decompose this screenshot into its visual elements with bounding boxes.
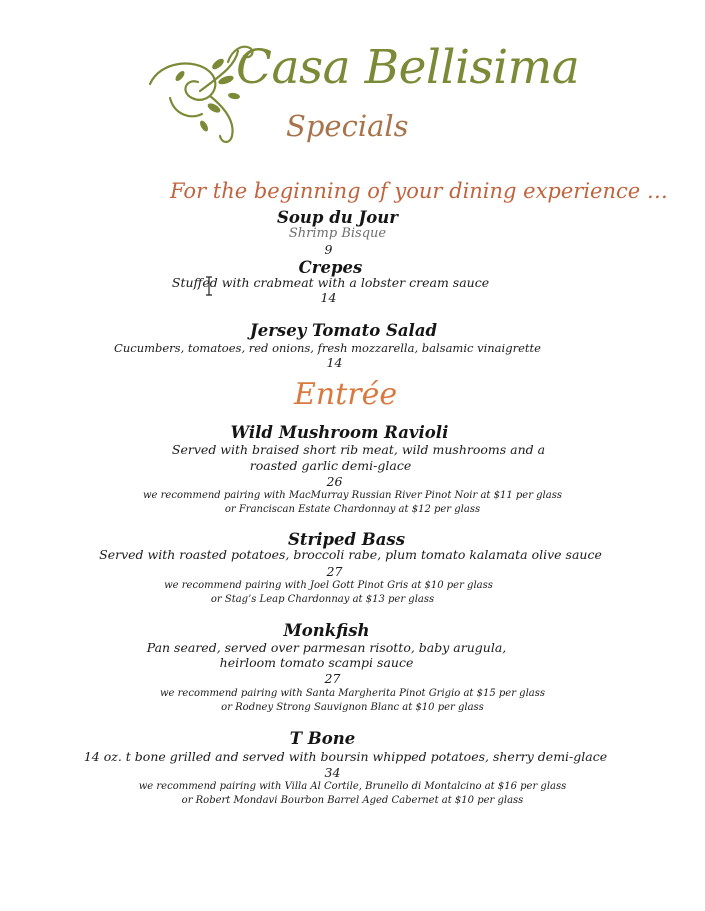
- bass-price: 27: [326, 564, 343, 579]
- tbone-desc: 14 oz. t bone grilled and served with boursin whipped potatoes, sherry demi-glace: [83, 749, 608, 764]
- crepes-price: 14: [320, 290, 337, 305]
- ravioli-desc-line2: roasted garlic demi-glace: [249, 458, 412, 473]
- entree-heading: Entrée: [294, 377, 398, 412]
- bass-name: Striped Bass: [287, 530, 406, 549]
- soup-price: 9: [324, 242, 333, 257]
- ravioli-desc-line1: Served with braised short rib meat, wild mushrooms and a: [171, 442, 546, 457]
- salad-desc: Cucumbers, tomatoes, red onions, fresh mozzarella, balsamic vinaigrette: [114, 341, 541, 355]
- crepes-desc: Stuffed with crabmeat with a lobster cream sauce: [171, 275, 490, 290]
- soup-desc: Shrimp Bisque: [288, 226, 387, 241]
- monkfish-wine-pairing-2: or Rodney Strong Sauvignon Blanc at $10 per glass: [221, 702, 484, 713]
- monkfish-desc-line1: Pan seared, served over parmesan risotto, baby arugula,: [146, 640, 507, 655]
- specials-title: Specials: [286, 109, 409, 143]
- starters-heading: For the beginning of your dining experience …: [170, 179, 668, 203]
- bass-wine-pairing-1: we recommend pairing with Joel Gott Pinot Gris at $10 per glass: [164, 580, 493, 591]
- monkfish-price: 27: [324, 671, 341, 686]
- tbone-wine-pairing-1: we recommend pairing with Villa Al Cortile, Brunello di Montalcino at $16 per glass: [138, 781, 567, 792]
- salad-price: 14: [326, 355, 343, 370]
- tbone-name: T Bone: [289, 729, 356, 748]
- tbone-price: 34: [324, 765, 341, 780]
- bass-wine-pairing-2: or Stag’s Leap Chardonnay at $13 per glass: [210, 594, 435, 605]
- ravioli-name: Wild Mushroom Ravioli: [230, 423, 449, 442]
- tbone-wine-pairing-2: or Robert Mondavi Bourbon Barrel Aged Cabernet at $10 per glass: [181, 795, 524, 806]
- ravioli-wine-pairing-2: or Franciscan Estate Chardonnay at $12 per glass: [224, 504, 481, 515]
- soup-name: Soup du Jour: [277, 208, 398, 227]
- crepes-name: Crepes: [298, 258, 363, 277]
- ravioli-wine-pairing-1: we recommend pairing with MacMurray Russian River Pinot Noir at $11 per glass: [143, 490, 562, 501]
- salad-name: Jersey Tomato Salad: [249, 321, 438, 340]
- monkfish-wine-pairing-1: we recommend pairing with Santa Margherita Pinot Grigio at $15 per glass: [159, 688, 545, 699]
- restaurant-name: Casa Bellisima: [236, 40, 580, 95]
- ravioli-price: 26: [326, 474, 343, 489]
- bass-desc: Served with roasted potatoes, broccoli rabe, plum tomato kalamata olive sauce: [99, 547, 602, 562]
- monkfish-desc-line2: heirloom tomato scampi sauce: [219, 655, 414, 670]
- monkfish-name: Monkfish: [283, 621, 370, 640]
- text-cursor-icon: [204, 276, 214, 296]
